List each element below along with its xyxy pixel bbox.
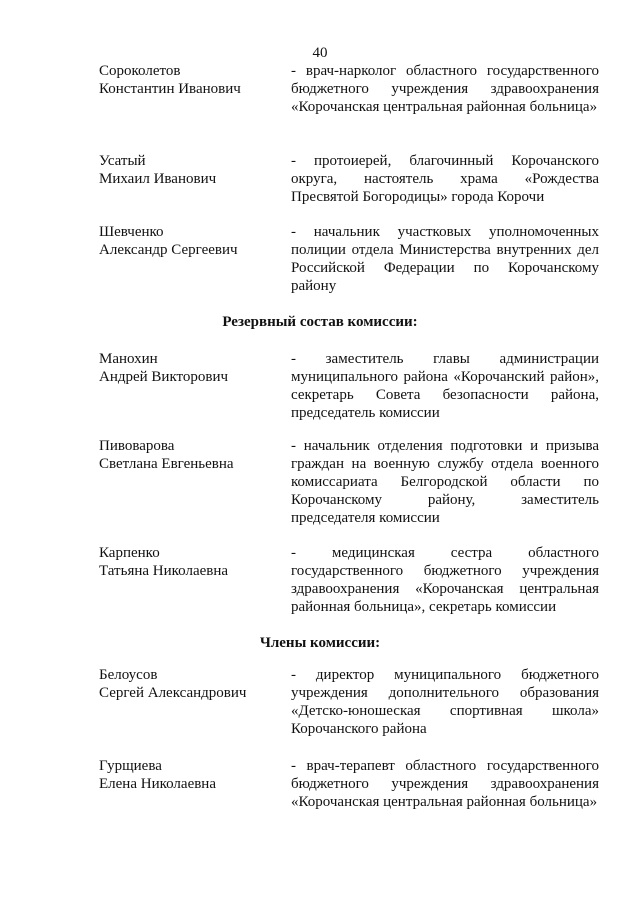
member-name xyxy=(99,152,279,188)
member-given-names: Татьяна Николаевна xyxy=(99,563,229,579)
member-surname: Гурщиева xyxy=(99,758,162,774)
member-given-names: Андрей Викторович xyxy=(99,369,229,385)
member-role: - медицинская сестра областного государственного бюджетного учреждения здравоохранения «Корочанская центральная районная больница», секретарь комиссии xyxy=(291,545,599,615)
member-name xyxy=(99,223,279,259)
member-role: - врач-нарколог областного государственного бюджетного учреждения здравоохранения «Корочанская центральная районная больница» xyxy=(291,63,599,115)
member-surname: Пивоварова xyxy=(99,438,175,454)
member-role: - протоиерей, благочинный Корочанского округа, настоятель храма «Рождества Пресвятой Богородицы» города Корочи xyxy=(291,153,599,205)
member-name xyxy=(99,437,279,473)
section-heading-reserve: Резервный состав комиссии: xyxy=(222,314,418,330)
member-role: - врач-терапевт областного государственного бюджетного учреждения здравоохранения «Корочанская центральная районная больница» xyxy=(291,758,599,810)
member-name xyxy=(99,544,279,580)
member-surname: Белоусов xyxy=(99,667,158,683)
member-given-names: Михаил Иванович xyxy=(99,171,217,187)
member-name xyxy=(99,350,279,386)
member-given-names: Александр Сергеевич xyxy=(99,242,238,258)
member-surname: Шевченко xyxy=(99,224,164,240)
member-name xyxy=(99,666,279,702)
member-role: - начальник отделения подготовки и призыва граждан на военную службу отдела военного комиссариата Белгородской области по Корочанскому району, заместитель председателя комиссии xyxy=(291,438,599,526)
member-name xyxy=(99,757,279,793)
member-given-names: Сергей Александрович xyxy=(99,685,247,701)
member-role: - заместитель главы администрации муниципального района «Корочанский район», секретарь Совета безопасности района, председатель комиссии xyxy=(291,351,599,421)
member-surname: Усатый xyxy=(99,153,146,169)
section-heading-members: Члены комиссии: xyxy=(259,635,381,651)
member-surname: Карпенко xyxy=(99,545,160,561)
member-surname: Сороколетов xyxy=(99,63,181,79)
member-given-names: Светлана Евгеньевна xyxy=(99,456,234,472)
member-given-names: Елена Николаевна xyxy=(99,776,216,792)
member-role: - начальник участковых уполномоченных полиции отдела Министерства внутренних дел Российской Федерации по Корочанскому району xyxy=(291,224,599,294)
member-role: - директор муниципального бюджетного учреждения дополнительного образования «Детско-юношеская спортивная школа» Корочанского района xyxy=(291,667,599,737)
page-number: 40 xyxy=(312,45,328,61)
member-given-names: Константин Иванович xyxy=(99,81,241,97)
member-surname: Манохин xyxy=(99,351,158,367)
member-name xyxy=(99,62,279,98)
